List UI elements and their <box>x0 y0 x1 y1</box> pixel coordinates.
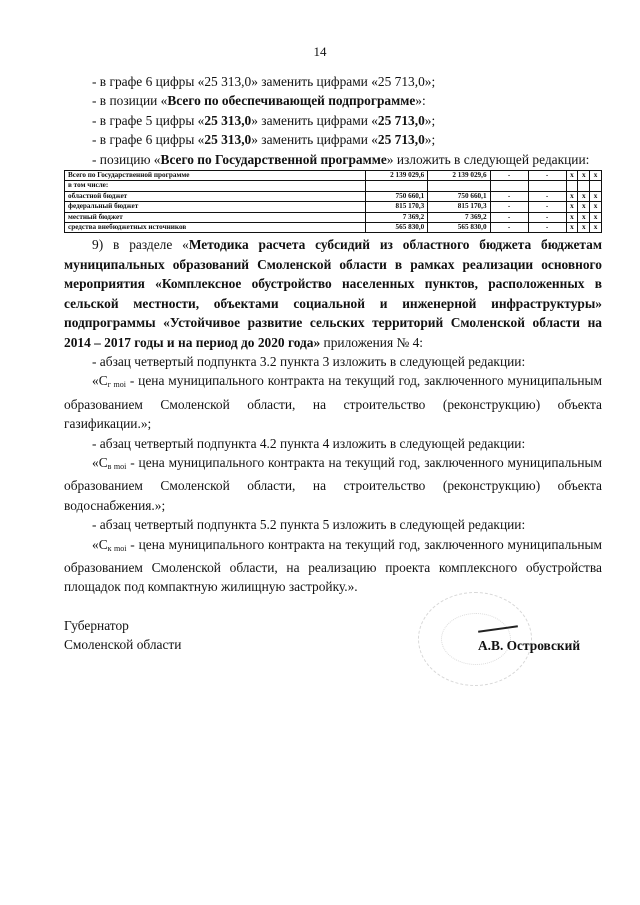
amendment-text: » изложить в следующей редакции: <box>386 151 590 167</box>
value-col-6: 750 660,1 <box>428 191 490 201</box>
row-label: средства внебюджетных источников <box>65 223 366 233</box>
change-2-intro: - абзац четвертый подпункта 4.2 пункта 4 изложить в следующей редакции: <box>92 435 526 451</box>
budget-row <box>65 171 602 181</box>
budget-row <box>65 191 602 201</box>
signatory-title-line-1: Губернатор <box>64 618 129 633</box>
change-3-text <box>64 535 602 597</box>
amendment-text: - в графе 6 цифры «25 313,0» заменить цифрами «25 713,0»; <box>92 74 436 89</box>
value-col-6: 815 170,3 <box>428 202 490 212</box>
row-label: в том числе: <box>65 181 366 191</box>
value-col-8: - <box>528 212 566 222</box>
amendment-text: - в графе 5 цифры « <box>92 112 205 128</box>
mark-col-9: x <box>566 223 578 233</box>
budget-table-body <box>65 171 602 233</box>
mark-col-10 <box>578 181 590 191</box>
formula-symbol: «С <box>92 454 108 470</box>
mark-col-9: x <box>566 212 578 222</box>
value-col-8: - <box>528 191 566 201</box>
row-label: местный бюджет <box>65 212 366 222</box>
mark-col-11: x <box>590 171 602 181</box>
formula-symbol: «С <box>92 536 108 552</box>
change-text: - цена муниципального контракта на текущий год, заключенного муниципальным образованием Смоленской области, на строительство (реконструкцию) объекта водоснабжения.»; <box>64 454 602 513</box>
mark-col-11: x <box>590 223 602 233</box>
item-9-suffix: приложения № 4: <box>320 334 424 350</box>
amendment-bold: 25 713,0 <box>377 112 425 128</box>
document-body <box>64 72 602 597</box>
change-2-text <box>64 453 602 515</box>
amendment-line-3 <box>64 111 602 130</box>
value-col-5 <box>366 181 428 191</box>
value-col-7: - <box>490 212 528 222</box>
formula-subscript: в moi <box>107 461 127 471</box>
amendment-text: »: <box>415 93 426 109</box>
value-col-7: - <box>490 191 528 201</box>
mark-col-10: x <box>578 202 590 212</box>
amendment-text: - в графе 6 цифры « <box>92 132 205 148</box>
value-col-5: 565 830,0 <box>366 223 428 233</box>
amendment-text: »; <box>424 132 436 148</box>
amendment-line-1 <box>64 72 602 91</box>
mark-col-11: x <box>590 191 602 201</box>
budget-row <box>65 212 602 222</box>
row-label: федеральный бюджет <box>65 202 366 212</box>
value-col-5: 750 660,1 <box>366 191 428 201</box>
mark-col-10: x <box>578 191 590 201</box>
amendment-bold: Всего по Государственной программе <box>160 151 387 167</box>
mark-col-11: x <box>590 212 602 222</box>
value-col-5: 2 139 029,6 <box>366 171 428 181</box>
value-col-5: 7 369,2 <box>366 212 428 222</box>
mark-col-10: x <box>578 212 590 222</box>
change-3-intro: - абзац четвертый подпункта 5.2 пункта 5 изложить в следующей редакции: <box>92 517 526 533</box>
budget-row <box>65 223 602 233</box>
value-col-7: - <box>490 171 528 181</box>
amendment-bold: Всего по обеспечивающей подпрограмме <box>167 93 416 109</box>
amendment-line-5 <box>64 150 602 169</box>
value-col-8: - <box>528 202 566 212</box>
amendment-text: »; <box>424 112 436 128</box>
formula-subscript: г moi <box>107 380 126 390</box>
amendment-text: » заменить цифрами « <box>251 132 378 148</box>
item-9-bold-title: Методика расчета субсидий из областного бюджета бюджетам муниципальных образований Смоленской области в рамках реализации основного мероприятия «Комплексное обустройство населенных пунктов, расположенных в сельской местности, объектами социальной и инженерной инфраструктуры» подпрограммы «Устойчивое развитие сельских территорий Смоленской области на 2014 – 2017 годы и на период до 2020 года» <box>64 237 602 350</box>
change-text: - цена муниципального контракта на текущий год, заключенного муниципальным образованием Смоленской области, на строительство (реконструкцию) объекта газификации.»; <box>64 373 602 432</box>
amendment-text: - позицию « <box>92 151 161 167</box>
change-text: - цена муниципального контракта на текущий год, заключенного муниципальным образованием Смоленской области, на реализацию проекта комплексного обустройства площадок под компактную жилищную застройку.». <box>64 536 602 595</box>
value-col-5: 815 170,3 <box>366 202 428 212</box>
amendment-bold: 25 313,0 <box>204 132 252 148</box>
value-col-8: - <box>528 171 566 181</box>
value-col-7 <box>490 181 528 191</box>
mark-col-11: x <box>590 202 602 212</box>
amendment-bold: 25 713,0 <box>377 132 425 148</box>
item-9-prefix: 9) в разделе « <box>92 237 189 253</box>
amendment-text: - в позиции « <box>92 93 168 109</box>
budget-row <box>65 202 602 212</box>
item-9-paragraph <box>64 235 602 351</box>
value-col-6: 2 139 029,6 <box>428 171 490 181</box>
value-col-7: - <box>490 202 528 212</box>
value-col-6: 565 830,0 <box>428 223 490 233</box>
signatory-title <box>64 616 181 655</box>
amendment-bold: 25 313,0 <box>204 112 252 128</box>
mark-col-9: x <box>566 191 578 201</box>
mark-col-9 <box>566 181 578 191</box>
change-1-text <box>64 371 602 433</box>
budget-row <box>65 181 602 191</box>
amendment-text: » заменить цифрами « <box>251 112 378 128</box>
value-col-7: - <box>490 223 528 233</box>
amendment-line-4 <box>64 130 602 149</box>
value-col-6 <box>428 181 490 191</box>
value-col-8: - <box>528 223 566 233</box>
signatory-name: А.В. Островский <box>478 638 581 653</box>
row-label: областной бюджет <box>65 191 366 201</box>
formula-symbol: «С <box>92 373 108 389</box>
budget-table <box>64 170 602 233</box>
amendment-line-2 <box>64 91 602 110</box>
mark-col-10: x <box>578 223 590 233</box>
signatory-title-line-2: Смоленской области <box>64 637 182 653</box>
value-col-6: 7 369,2 <box>428 212 490 222</box>
page-number: 14 <box>313 44 327 59</box>
mark-col-10: x <box>578 171 590 181</box>
mark-col-9: x <box>566 202 578 212</box>
mark-col-11 <box>590 181 602 191</box>
row-label: Всего по Государственной программе <box>65 171 366 181</box>
mark-col-9: x <box>566 171 578 181</box>
value-col-8 <box>528 181 566 191</box>
change-1-intro: - абзац четвертый подпункта 3.2 пункта 3 изложить в следующей редакции: <box>92 353 526 369</box>
formula-subscript: к moi <box>107 543 127 553</box>
